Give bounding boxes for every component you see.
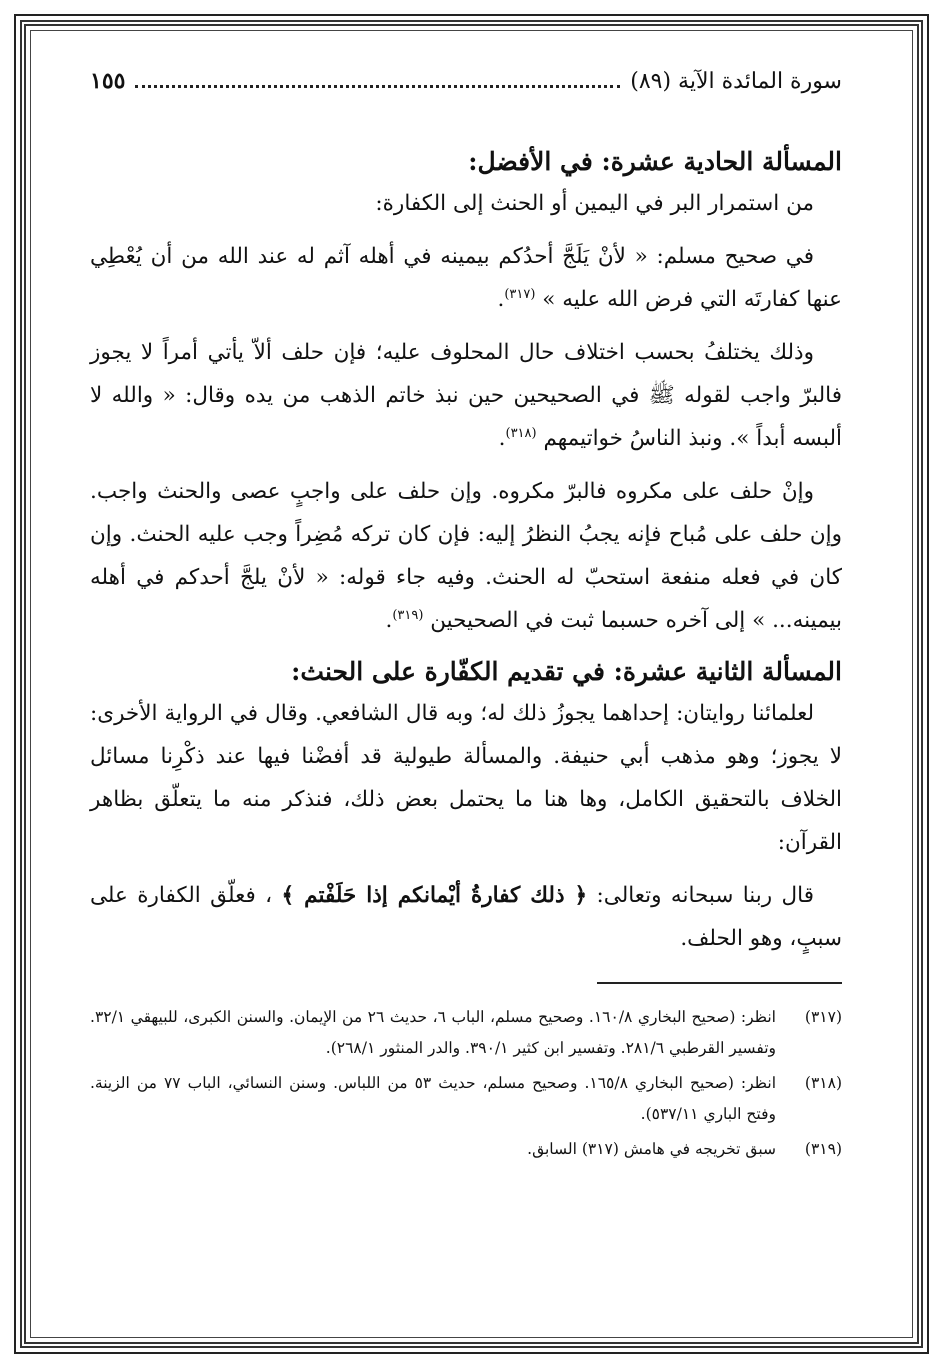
footnote-text: سبق تخريجه في هامش (٣١٧) السابق. (527, 1140, 776, 1158)
footnote-319 (90, 1134, 842, 1165)
running-header (90, 68, 842, 104)
page-number: ١٥٥ (90, 68, 126, 94)
footnote-ref-317[interactable]: (٣١٧) (504, 286, 536, 302)
footnote-text: انظر: (صحيح البخاري ١٦٥/٨. وصحيح مسلم، حديث ٥٣ من اللباس. وسنن النسائي، الباب ٧٧ من الزينة. وفتح الباري ٥٣٧/١١). (90, 1074, 776, 1123)
footnote-317 (90, 1002, 842, 1064)
header-title: سورة المائدة الآية (٨٩) (630, 69, 842, 94)
paragraph-text: قال ربنا سبحانه وتعالى: (596, 883, 814, 908)
footnote-ref-319[interactable]: (٣١٩) (392, 607, 424, 623)
paragraph-text: وإنْ حلف على مكروه فالبرّ مكروه. وإن حلف على واجبٍ عصى والحنث واجب. وإن حلف على مُباح فإنه يجبُ النظرُ إليه: فإن كان تركه مُضِراً وجب عليه الحنث. وإن كان في فعله منفعة استحبّ له الحنث. وفيه جاء قوله: « لأنْ يلجَّ أحدكم في أهله بيمينه... » إلى آخره حسبما ثبت في الصحيحين (90, 479, 842, 633)
paragraph-muslim-hadith (90, 235, 842, 321)
footnote-number: (٣١٨) (804, 1074, 842, 1092)
header-dot-leader (135, 85, 620, 88)
sentence-end: . (385, 608, 393, 633)
footnote-number: (٣١٩) (804, 1140, 842, 1158)
section-heading-11: المسألة الحادية عشرة: في الأفضل: (468, 147, 842, 176)
footnote-ref-318[interactable]: (٣١٨) (505, 425, 537, 441)
page-content (90, 68, 842, 1169)
paragraph-text: وذلك يختلفُ بحسب اختلاف حال المحلوف عليه؛ فإن حلف ألاّ يأتي أمراً لا يجوز فالبرّ واجب لقوله ﷺ في الصحيحين حين نبذ خاتم الذهب من يده وقال: « والله لا ألبسه أبداً ». ونبذ الناسُ خواتيمهم (90, 340, 842, 451)
paragraph-text: في صحيح مسلم: « لأنْ يَلَجَّ أحدُكم بيمينه في أهله آثم له عند الله من أن يُعْطِي عنها كفارتَه التي فرض الله عليه » (90, 244, 842, 312)
footnote-number: (٣١٧) (804, 1008, 842, 1026)
paragraph-two-narrations: لعلمائنا روايتان: إحداهما يجوزُ ذلك له؛ وبه قال الشافعي. وقال في الرواية الأخرى: لا يجوز؛ وهو مذهب أبي حنيفة. والمسألة طيولية قد أفضْنا فيها عند ذكْرِنا مسائل الخلاف بالتحقيق الكامل، وها هنا ما يحتمل بعض ذلك، فنذكر منه ما يتعلّق بظاهر القرآن: (90, 701, 842, 855)
sentence-end: . (498, 426, 506, 451)
paragraph-intro: من استمرار البر في اليمين أو الحنث إلى الكفارة: (375, 191, 814, 216)
footnote-318 (90, 1068, 842, 1130)
sentence-end: . (497, 287, 505, 312)
footnote-separator (597, 982, 842, 984)
footnote-text: انظر: (صحيح البخاري ١٦٠/٨. وصحيح مسلم، الباب ٦، حديث ٢٦ من الإيمان. والسنن الكبرى، للبيهقي ٣٢/١. وتفسير القرطبي ٢٨١/٦. وتفسير ابن كثير ٣٩٠/١. والدر المنثور ٢٦٨/١). (90, 1008, 776, 1057)
paragraph-quran-verse (90, 874, 842, 960)
paragraph-text: ، فعلّق الكفارة على سببٍ، وهو الحلف. (90, 883, 842, 951)
quran-quote: ﴿ ذلك كفارةُ أيْمانكم إذا حَلَفْتم ﴾ (281, 883, 588, 908)
section-heading-12: المسألة الثانية عشرة: في تقديم الكفّارة على الحنث: (291, 657, 842, 686)
paragraph-ring-hadith (90, 331, 842, 460)
paragraph-oath-cases (90, 470, 842, 642)
